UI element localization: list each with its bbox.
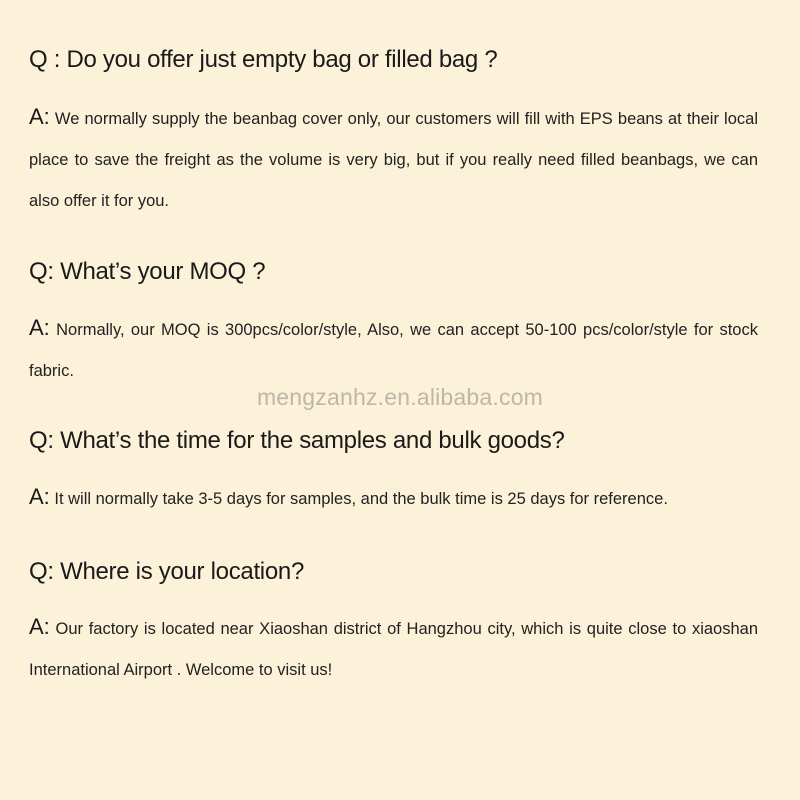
answer-prefix: A:: [29, 484, 50, 509]
faq-question-location: Q: Where is your location?: [29, 558, 304, 585]
faq-answer-lead-time: [29, 476, 758, 520]
faq-answer-empty-or-filled: [29, 96, 758, 222]
faq-answer-moq: [29, 307, 758, 392]
answer-text: Normally, our MOQ is 300pcs/color/style, Also, we can accept 50-100 pcs/color/style for stock fabric.: [29, 321, 758, 380]
answer-text: We normally supply the beanbag cover only, our customers will fill with EPS beans at their local place to save the freight as the volume is very big, but if you really need filled beanbags, we can also offer it for you.: [29, 110, 758, 210]
answer-text: Our factory is located near Xiaoshan district of Hangzhou city, which is quite close to xiaoshan International Airport . Welcome to visit us!: [29, 620, 758, 679]
faq-answer-location: [29, 606, 758, 691]
answer-prefix: A:: [29, 104, 50, 129]
faq-question-empty-or-filled: Q : Do you offer just empty bag or filled bag ?: [29, 46, 498, 73]
answer-prefix: A:: [29, 315, 50, 340]
watermark: mengzanhz.en.alibaba.com: [256, 384, 544, 410]
faq-question-lead-time: Q: What’s the time for the samples and bulk goods?: [29, 427, 565, 454]
answer-text: It will normally take 3-5 days for samples, and the bulk time is 25 days for reference.: [49, 490, 668, 508]
answer-prefix: A:: [29, 614, 50, 639]
faq-question-moq: Q: What’s your MOQ ?: [29, 258, 266, 285]
